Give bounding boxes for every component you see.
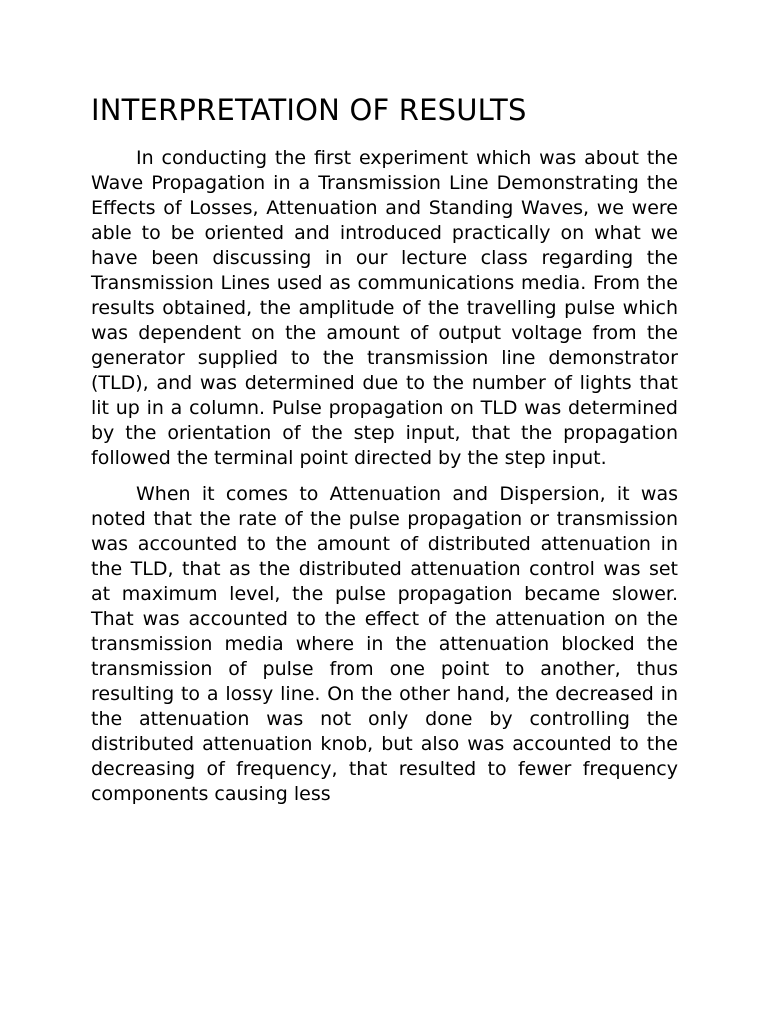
paragraph-experiment-overview: In conducting the first experiment which was about the Wave Propagation in a Transmission Line Demonstrating the Effects of Losses, Attenuation and Standing Waves, we were able to be oriented and introduced practically on what we have been discussing in our lecture class regarding the Transmission Lines used as communications media. From the results obtained, the amplitude of the travelling pulse which was dependent on the amount of output voltage from the generator supplied to the transmission line demonstrator (TLD), and was determined due to the number of lights that lit up in a column. Pulse propagation on TLD was determined by the orientation of the step input, that the propagation followed the terminal point directed by the step input. [91,147,678,469]
document-page [91,88,678,807]
paragraph-attenuation-dispersion: When it comes to Attenuation and Dispersion, it was noted that the rate of the pulse propagation or transmission was accounted to the amount of distributed attenuation in the TLD, that as the distributed attenuation control was set at maximum level, the pulse propagation became slower. That was accounted to the effect of the attenuation on the transmission media where in the attenuation blocked the transmission of pulse from one point to another, thus resulting to a lossy line. On the other hand, the decreased in the attenuation was not only done by controlling the distributed attenuation knob, but also was accounted to the decreasing of frequency, that resulted to fewer frequency components causing less [91,483,678,805]
document-title: INTERPRETATION OF RESULTS [91,93,527,127]
